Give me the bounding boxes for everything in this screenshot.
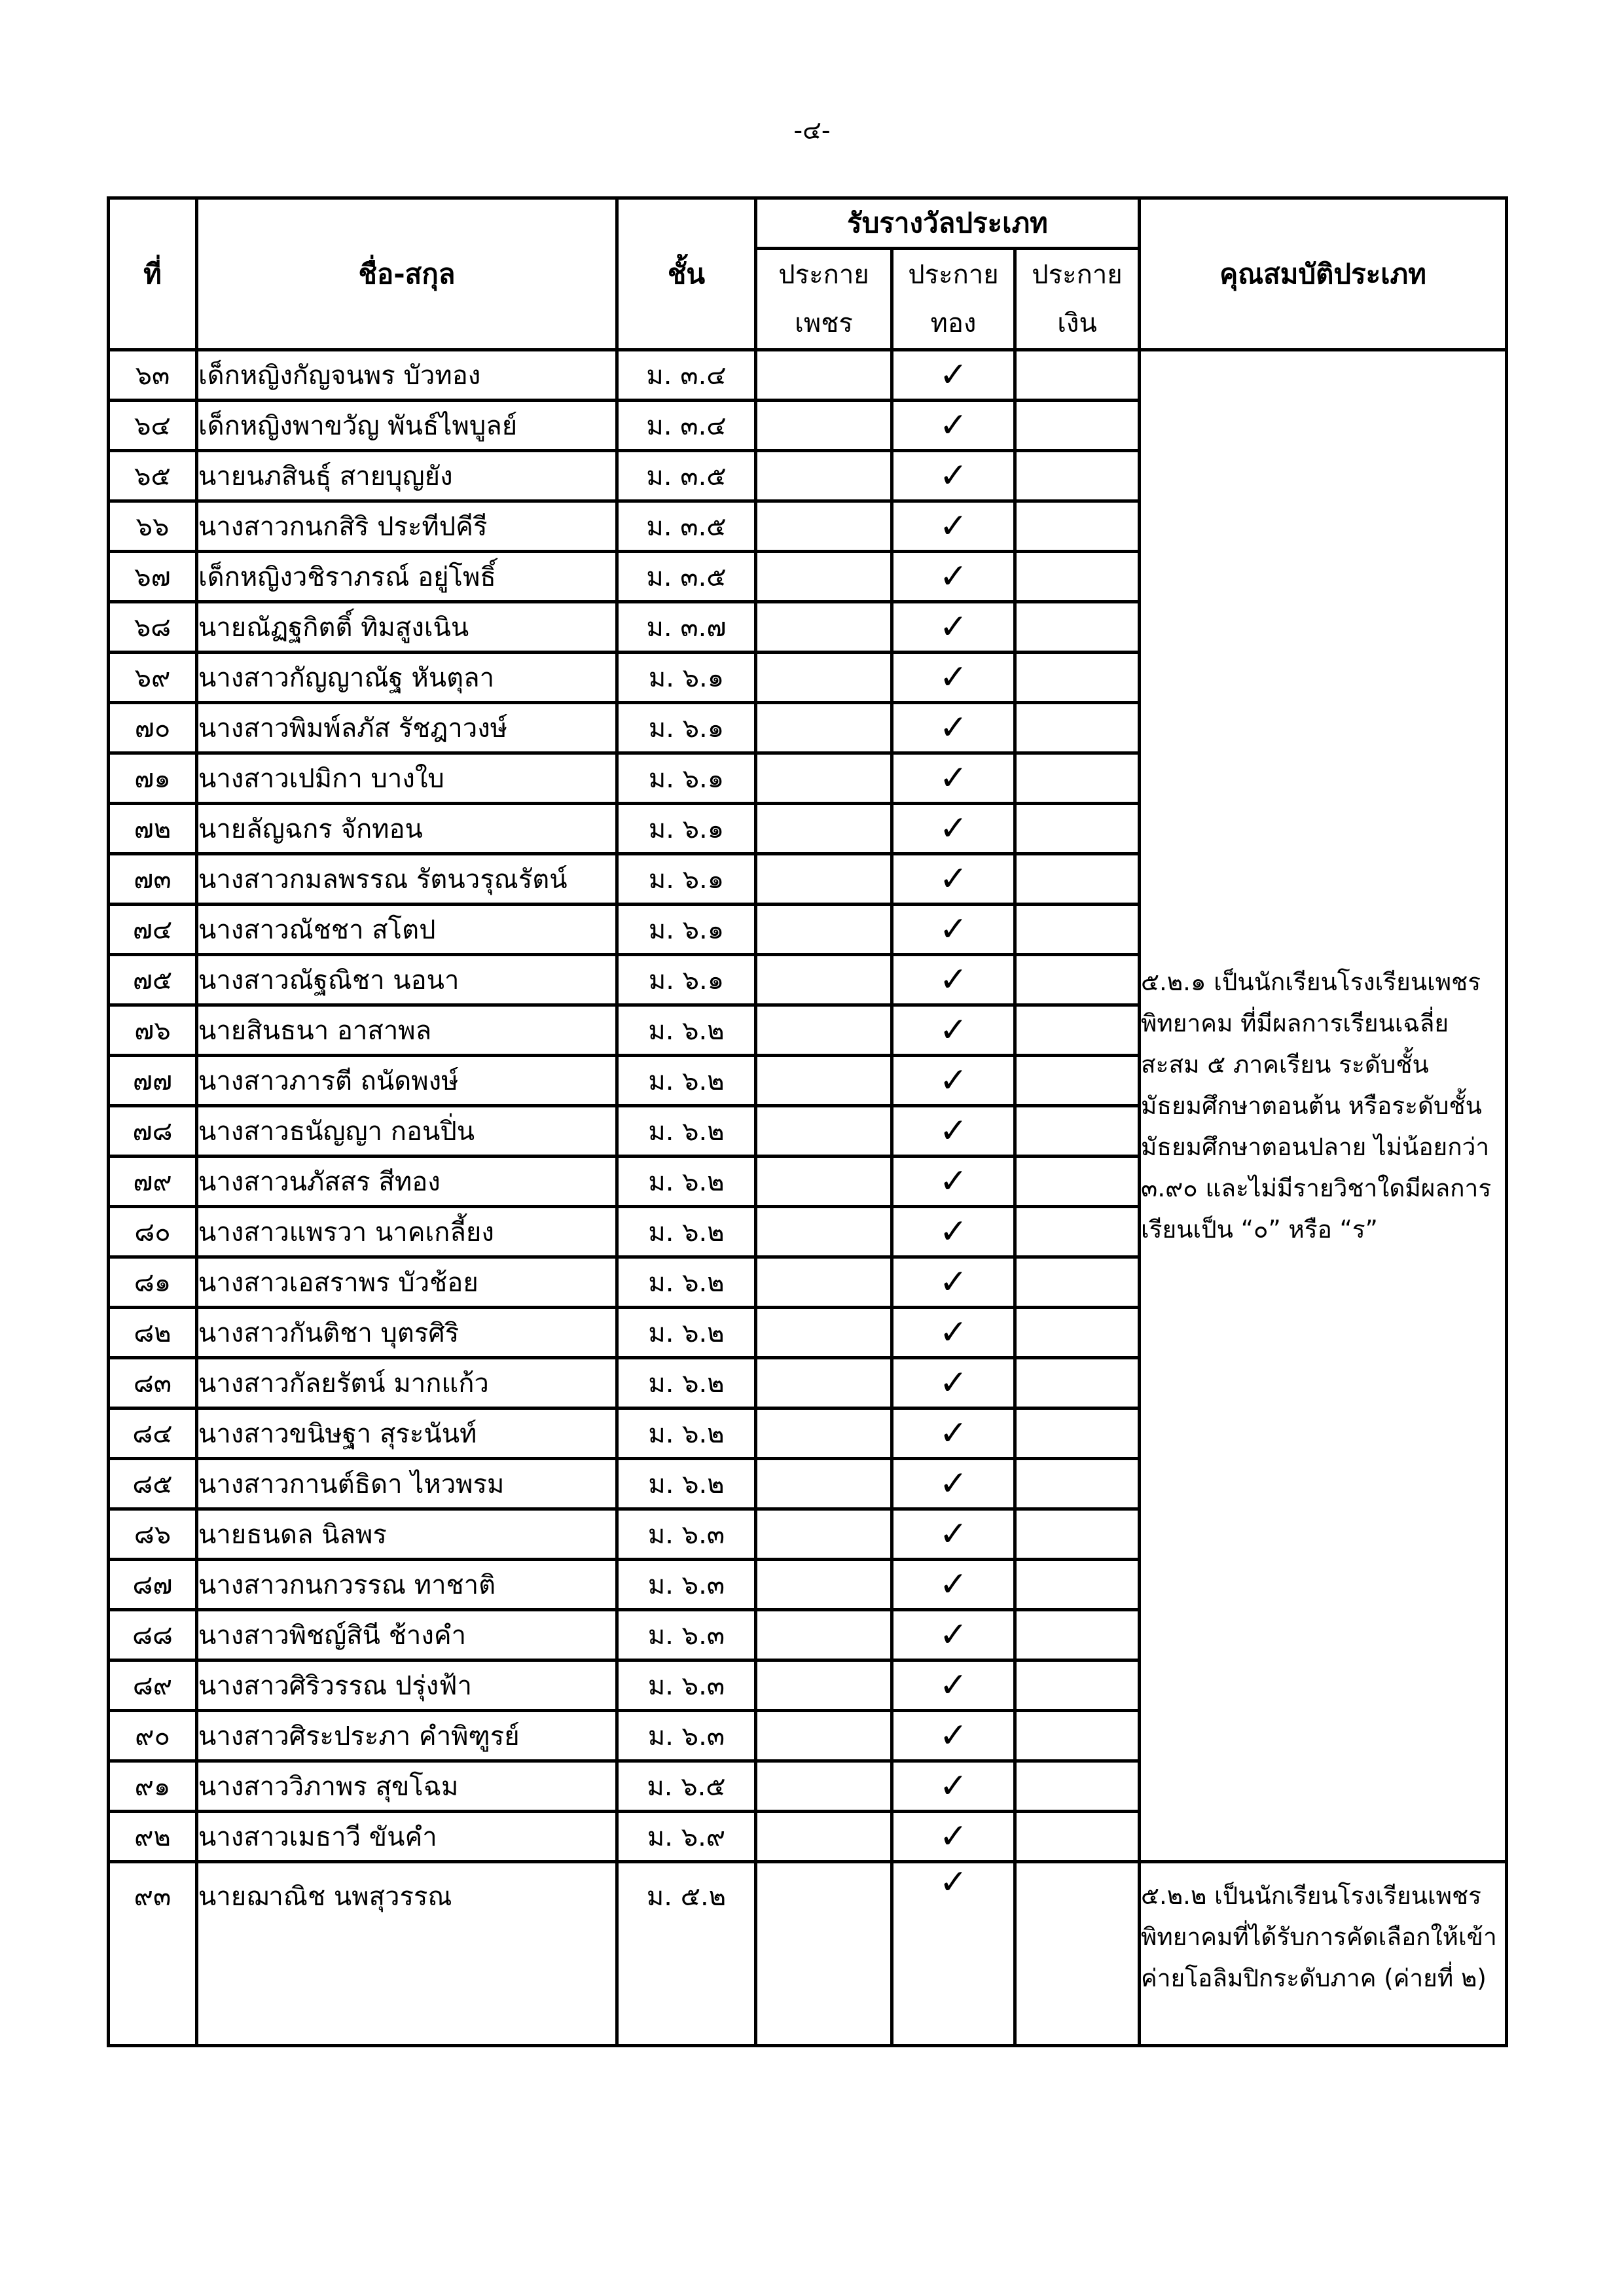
student-name: นางสาวเอสราพร บัวช้อย <box>197 1257 617 1308</box>
award-gold-cell <box>892 753 1015 804</box>
award-gold-cell <box>892 1005 1015 1056</box>
student-class: ม. ๖.๒ <box>617 1257 756 1308</box>
checkmark-icon: ✓ <box>939 1263 968 1302</box>
award-diamond-cell <box>756 653 892 703</box>
student-name: นางสาวพิชญ์สินี ช้างคำ <box>197 1610 617 1660</box>
award-silver-cell <box>1015 1207 1140 1257</box>
award-gold-cell <box>892 1660 1015 1711</box>
checkmark-icon: ✓ <box>939 809 968 848</box>
award-gold-cell <box>892 350 1015 401</box>
row-number: ๗๗ <box>109 1056 197 1106</box>
table-row <box>109 1862 1507 2046</box>
award-silver-cell <box>1015 854 1140 905</box>
header-no: ที่ <box>109 198 197 350</box>
student-class: ม. ๖.๒ <box>617 1005 756 1056</box>
award-diamond-cell <box>756 1761 892 1812</box>
award-silver-cell <box>1015 1509 1140 1560</box>
award-diamond-cell <box>756 602 892 653</box>
student-name: นางสาวเปมิกา บางใบ <box>197 753 617 804</box>
award-gold-cell <box>892 1459 1015 1509</box>
student-class: ม. ๖.๙ <box>617 1812 756 1862</box>
award-silver-cell <box>1015 753 1140 804</box>
student-class: ม. ๖.๓ <box>617 1610 756 1660</box>
award-silver-cell <box>1015 1005 1140 1056</box>
checkmark-icon: ✓ <box>939 1767 968 1806</box>
checkmark-icon: ✓ <box>939 1212 968 1251</box>
row-number: ๗๕ <box>109 955 197 1005</box>
row-number: ๖๓ <box>109 350 197 401</box>
award-silver-cell <box>1015 451 1140 501</box>
header-award-gold: ประกาย ทอง <box>892 249 1015 350</box>
award-diamond-cell <box>756 350 892 401</box>
award-silver-cell <box>1015 1408 1140 1459</box>
student-name: นายฌาณิช นพสุวรรณ <box>197 1862 617 2046</box>
award-silver-cell <box>1015 1056 1140 1106</box>
award-gold-cell <box>892 653 1015 703</box>
row-number: ๖๙ <box>109 653 197 703</box>
checkmark-icon: ✓ <box>939 1162 968 1201</box>
award-gold-cell <box>892 1408 1015 1459</box>
award-gold-cell <box>892 1157 1015 1207</box>
row-number: ๘๖ <box>109 1509 197 1560</box>
award-gold-cell <box>892 1257 1015 1308</box>
award-diamond-cell <box>756 955 892 1005</box>
award-diamond-cell <box>756 753 892 804</box>
checkmark-icon: ✓ <box>939 1666 968 1705</box>
student-class: ม. ๓.๔ <box>617 350 756 401</box>
award-gold-cell <box>892 501 1015 552</box>
student-name: นางสาวกนกสิริ ประทีปคีรี <box>197 501 617 552</box>
student-class: ม. ๖.๑ <box>617 955 756 1005</box>
row-number: ๙๒ <box>109 1812 197 1862</box>
award-gold-cell <box>892 955 1015 1005</box>
award-diamond-cell <box>756 1308 892 1358</box>
student-class: ม. ๖.๑ <box>617 905 756 955</box>
award-gold-cell <box>892 1056 1015 1106</box>
award-diamond-cell <box>756 1257 892 1308</box>
row-number: ๗๔ <box>109 905 197 955</box>
row-number: ๘๘ <box>109 1610 197 1660</box>
student-class: ม. ๖.๓ <box>617 1660 756 1711</box>
award-silver-cell <box>1015 1257 1140 1308</box>
award-diamond-cell <box>756 1056 892 1106</box>
row-number: ๖๕ <box>109 451 197 501</box>
student-class: ม. ๖.๒ <box>617 1056 756 1106</box>
row-number: ๖๗ <box>109 552 197 602</box>
award-gold-cell <box>892 1308 1015 1358</box>
student-class: ม. ๓.๕ <box>617 501 756 552</box>
page-number: -๔- <box>793 116 831 145</box>
award-silver-cell <box>1015 1862 1140 2046</box>
header-award-diamond: ประกาย เพชร <box>756 249 892 350</box>
student-name: นางสาวกัญญาณัฐ หันตุลา <box>197 653 617 703</box>
award-diamond-cell <box>756 1005 892 1056</box>
row-number: ๘๙ <box>109 1660 197 1711</box>
row-number: ๙๐ <box>109 1711 197 1761</box>
student-class: ม. ๖.๒ <box>617 1358 756 1408</box>
student-name: นางสาวศิระประภา คำพิฑูรย์ <box>197 1711 617 1761</box>
header-class: ชั้น <box>617 198 756 350</box>
checkmark-icon: ✓ <box>939 658 968 697</box>
checkmark-icon: ✓ <box>939 1313 968 1352</box>
checkmark-icon: ✓ <box>939 456 968 495</box>
award-silver-cell <box>1015 350 1140 401</box>
table-row <box>109 350 1507 401</box>
award-silver-cell <box>1015 804 1140 854</box>
award-diamond-cell <box>756 905 892 955</box>
student-name: นางสาวกานต์ธิดา ไหวพรม <box>197 1459 617 1509</box>
student-class: ม. ๖.๑ <box>617 804 756 854</box>
award-silver-cell <box>1015 552 1140 602</box>
award-table <box>107 196 1508 2047</box>
award-gold-cell <box>892 1812 1015 1862</box>
header-award-group: รับรางวัลประเภท <box>756 198 1140 249</box>
award-gold-cell <box>892 1106 1015 1157</box>
award-diamond-cell <box>756 804 892 854</box>
row-number: ๗๑ <box>109 753 197 804</box>
student-name: นายณัฏฐกิตติ์ ทิมสูงเนิน <box>197 602 617 653</box>
award-diamond-cell <box>756 1610 892 1660</box>
student-class: ม. ๖.๒ <box>617 1106 756 1157</box>
award-silver-cell <box>1015 1459 1140 1509</box>
student-name: นางสาวกัลยรัตน์ มากแก้ว <box>197 1358 617 1408</box>
award-diamond-cell <box>756 1711 892 1761</box>
award-gold-cell <box>892 552 1015 602</box>
award-silver-cell <box>1015 1761 1140 1812</box>
student-name: นางสาวเมธาวี ขันคำ <box>197 1812 617 1862</box>
award-gold-cell <box>892 1761 1015 1812</box>
award-diamond-cell <box>756 401 892 451</box>
student-class: ม. ๓.๔ <box>617 401 756 451</box>
student-class: ม. ๓.๕ <box>617 552 756 602</box>
award-gold-cell <box>892 451 1015 501</box>
student-name: นางสาวพิมพ์ลภัส รัชฎาวงษ์ <box>197 703 617 753</box>
award-diamond-cell <box>756 1862 892 2046</box>
student-class: ม. ๖.๑ <box>617 854 756 905</box>
award-silver-cell <box>1015 905 1140 955</box>
award-silver-cell <box>1015 703 1140 753</box>
award-silver-cell <box>1015 1610 1140 1660</box>
student-name: เด็กหญิงวชิราภรณ์ อยู่โพธิ์ <box>197 552 617 602</box>
award-diamond-cell <box>756 1660 892 1711</box>
checkmark-icon: ✓ <box>939 557 968 596</box>
award-silver-cell <box>1015 1358 1140 1408</box>
qualification-cell: ๕.๒.๑ เป็นนักเรียนโรงเรียนเพชรพิทยาคม ที่มีผลการเรียนเฉลี่ยสะสม ๕ ภาคเรียน ระดับชั้นมัธยมศึกษาตอนต้น หรือระดับชั้นมัธยมศึกษาตอนปลาย ไม่น้อยกว่า ๓.๙๐ และไม่มีรายวิชาใดมีผลการเรียนเป็น “๐” หรือ “ร” <box>1140 350 1507 1862</box>
award-diamond-cell <box>756 703 892 753</box>
student-name: นายนภสินธุ์ สายบุญยัง <box>197 451 617 501</box>
award-gold-cell <box>892 1358 1015 1408</box>
student-name: นางสาววิภาพร สุขโฉม <box>197 1761 617 1812</box>
award-diamond-cell <box>756 1106 892 1157</box>
checkmark-icon: ✓ <box>939 1011 968 1050</box>
row-number: ๗๒ <box>109 804 197 854</box>
award-silver-cell <box>1015 401 1140 451</box>
award-gold-cell <box>892 1862 1015 2046</box>
award-silver-cell <box>1015 1157 1140 1207</box>
student-name: นางสาวณัฐณิชา นอนา <box>197 955 617 1005</box>
checkmark-icon: ✓ <box>939 1863 968 1902</box>
award-diamond-cell <box>756 1459 892 1509</box>
award-silver-cell <box>1015 1660 1140 1711</box>
award-silver-cell <box>1015 1106 1140 1157</box>
checkmark-icon: ✓ <box>939 406 968 445</box>
checkmark-icon: ✓ <box>939 910 968 949</box>
row-number: ๘๓ <box>109 1358 197 1408</box>
award-gold-cell <box>892 905 1015 955</box>
award-gold-cell <box>892 1610 1015 1660</box>
student-class: ม. ๖.๒ <box>617 1408 756 1459</box>
header-qualification: คุณสมบัติประเภท <box>1140 198 1507 350</box>
student-class: ม. ๓.๕ <box>617 451 756 501</box>
student-name: นายธนดล นิลพร <box>197 1509 617 1560</box>
award-silver-cell <box>1015 1812 1140 1862</box>
student-class: ม. ๖.๒ <box>617 1308 756 1358</box>
student-name: นางสาวศิริวรรณ ปรุ่งฟ้า <box>197 1660 617 1711</box>
checkmark-icon: ✓ <box>939 1363 968 1403</box>
student-class: ม. ๖.๑ <box>617 753 756 804</box>
header-award-silver: ประกาย เงิน <box>1015 249 1140 350</box>
student-name: เด็กหญิงพาขวัญ พันธ์ไพบูลย์ <box>197 401 617 451</box>
student-name: นางสาวกมลพรรณ รัตนวรุณรัตน์ <box>197 854 617 905</box>
checkmark-icon: ✓ <box>939 1817 968 1856</box>
student-name: นางสาวภารตี ถนัดพงษ์ <box>197 1056 617 1106</box>
award-silver-cell <box>1015 955 1140 1005</box>
checkmark-icon: ✓ <box>939 1061 968 1100</box>
award-gold-cell <box>892 1711 1015 1761</box>
checkmark-icon: ✓ <box>939 607 968 647</box>
award-diamond-cell <box>756 1560 892 1610</box>
student-class: ม. ๖.๒ <box>617 1207 756 1257</box>
row-number: ๘๗ <box>109 1560 197 1610</box>
student-name: นางสาวธนัญญา กอนปิ่น <box>197 1106 617 1157</box>
award-diamond-cell <box>756 451 892 501</box>
student-name: นางสาวขนิษฐา สุระนันท์ <box>197 1408 617 1459</box>
checkmark-icon: ✓ <box>939 759 968 798</box>
student-class: ม. ๖.๓ <box>617 1509 756 1560</box>
award-gold-cell <box>892 401 1015 451</box>
award-silver-cell <box>1015 1560 1140 1610</box>
student-name: นางสาวแพรวา นาคเกลี้ยง <box>197 1207 617 1257</box>
award-silver-cell <box>1015 1711 1140 1761</box>
student-class: ม. ๖.๓ <box>617 1560 756 1610</box>
student-name: นางสาวนภัสสร สีทอง <box>197 1157 617 1207</box>
checkmark-icon: ✓ <box>939 1414 968 1453</box>
award-silver-cell <box>1015 1308 1140 1358</box>
student-class: ม. ๖.๕ <box>617 1761 756 1812</box>
award-diamond-cell <box>756 1509 892 1560</box>
award-gold-cell <box>892 602 1015 653</box>
student-class: ม. ๖.๒ <box>617 1459 756 1509</box>
award-diamond-cell <box>756 1812 892 1862</box>
row-number: ๘๒ <box>109 1308 197 1358</box>
checkmark-icon: ✓ <box>939 708 968 747</box>
award-diamond-cell <box>756 1157 892 1207</box>
award-diamond-cell <box>756 1207 892 1257</box>
award-silver-cell <box>1015 653 1140 703</box>
checkmark-icon: ✓ <box>939 355 968 395</box>
row-number: ๙๓ <box>109 1862 197 2046</box>
checkmark-icon: ✓ <box>939 1716 968 1755</box>
award-gold-cell <box>892 1207 1015 1257</box>
award-diamond-cell <box>756 501 892 552</box>
award-silver-cell <box>1015 602 1140 653</box>
row-number: ๗๓ <box>109 854 197 905</box>
header-name: ชื่อ-สกุล <box>197 198 617 350</box>
award-diamond-cell <box>756 552 892 602</box>
award-gold-cell <box>892 1560 1015 1610</box>
row-number: ๗๐ <box>109 703 197 753</box>
student-name: นายสินธนา อาสาพล <box>197 1005 617 1056</box>
row-number: ๘๔ <box>109 1408 197 1459</box>
student-class: ม. ๓.๗ <box>617 602 756 653</box>
student-class: ม. ๕.๒ <box>617 1862 756 2046</box>
row-number: ๗๖ <box>109 1005 197 1056</box>
checkmark-icon: ✓ <box>939 1615 968 1655</box>
row-number: ๖๖ <box>109 501 197 552</box>
award-diamond-cell <box>756 854 892 905</box>
row-number: ๖๘ <box>109 602 197 653</box>
checkmark-icon: ✓ <box>939 1464 968 1503</box>
student-name: นางสาวกันติชา บุตรศิริ <box>197 1308 617 1358</box>
student-name: นางสาวณัชชา สโตป <box>197 905 617 955</box>
student-class: ม. ๖.๓ <box>617 1711 756 1761</box>
checkmark-icon: ✓ <box>939 960 968 999</box>
award-gold-cell <box>892 1509 1015 1560</box>
student-class: ม. ๖.๒ <box>617 1157 756 1207</box>
row-number: ๗๙ <box>109 1157 197 1207</box>
award-silver-cell <box>1015 501 1140 552</box>
award-gold-cell <box>892 804 1015 854</box>
row-number: ๘๐ <box>109 1207 197 1257</box>
row-number: ๘๕ <box>109 1459 197 1509</box>
checkmark-icon: ✓ <box>939 1565 968 1604</box>
row-number: ๙๑ <box>109 1761 197 1812</box>
award-diamond-cell <box>756 1408 892 1459</box>
table-body <box>109 350 1507 2046</box>
checkmark-icon: ✓ <box>939 507 968 546</box>
checkmark-icon: ✓ <box>939 1111 968 1151</box>
award-gold-cell <box>892 703 1015 753</box>
student-name: นายลัญฉกร จักทอน <box>197 804 617 854</box>
award-gold-cell <box>892 854 1015 905</box>
student-class: ม. ๖.๑ <box>617 703 756 753</box>
row-number: ๖๔ <box>109 401 197 451</box>
student-name: เด็กหญิงกัญจนพร บัวทอง <box>197 350 617 401</box>
checkmark-icon: ✓ <box>939 859 968 899</box>
qualification-cell: ๕.๒.๒ เป็นนักเรียนโรงเรียนเพชรพิทยาคมที่ได้รับการคัดเลือกให้เข้าค่ายโอลิมปิกระดับภาค (ค่ายที่ ๒) <box>1140 1862 1507 2046</box>
student-class: ม. ๖.๑ <box>617 653 756 703</box>
award-diamond-cell <box>756 1358 892 1408</box>
row-number: ๘๑ <box>109 1257 197 1308</box>
row-number: ๗๘ <box>109 1106 197 1157</box>
checkmark-icon: ✓ <box>939 1515 968 1554</box>
student-name: นางสาวกนกวรรณ ทาชาติ <box>197 1560 617 1610</box>
